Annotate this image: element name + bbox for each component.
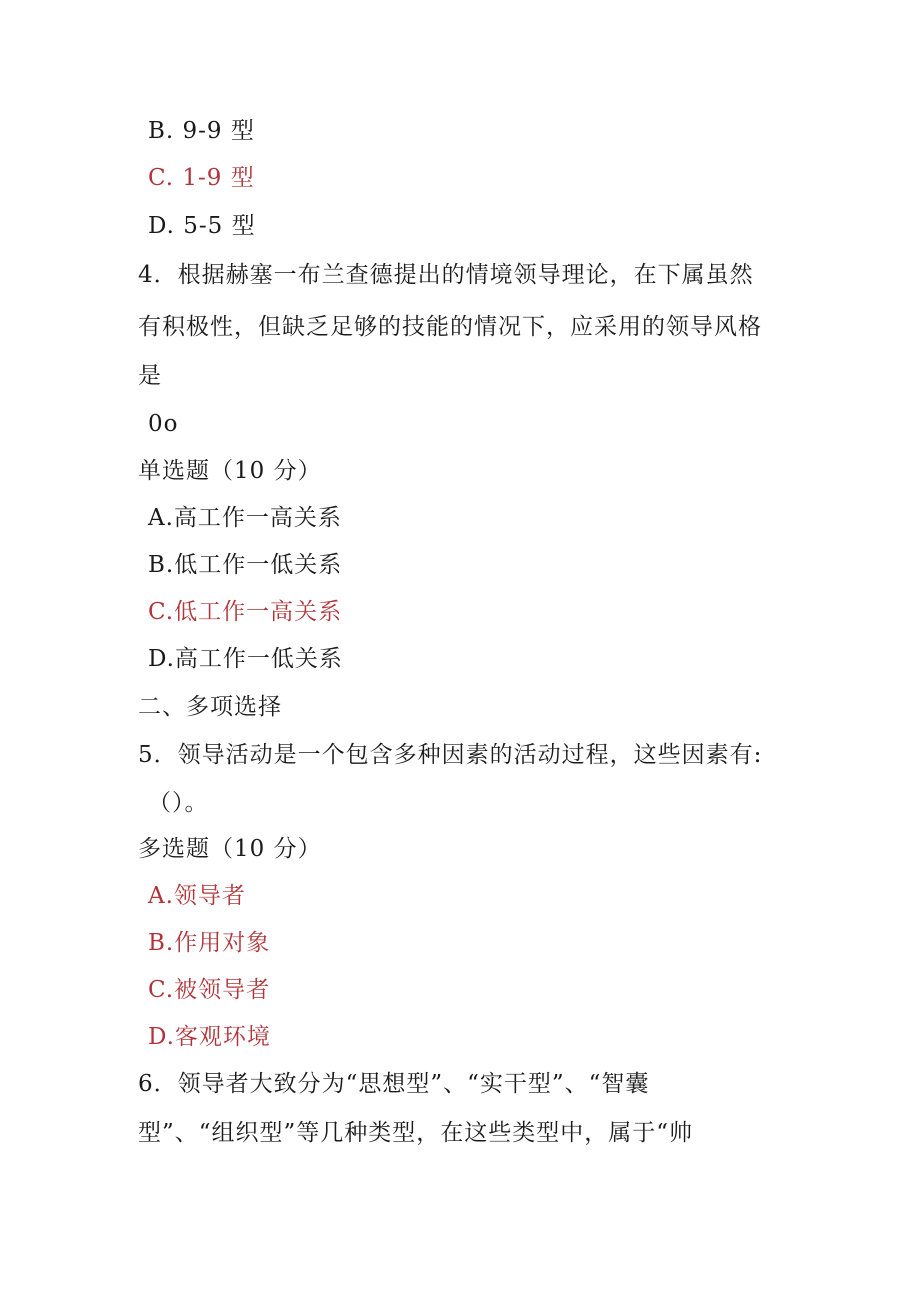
q3-option-d: D. 5-5 型 xyxy=(148,213,256,239)
q5-option-b-answer: B.作用对象 xyxy=(148,930,271,956)
q4-question-line-1: 4．根据赫塞一布兰查德提出的情境领导理论，在下属虽然 xyxy=(138,262,754,288)
q6-question-line-2: 型”、“组织型”等几种类型，在这些类型中，属于“帅 xyxy=(138,1120,694,1146)
q4-question-line-2: 有积极性，但缺乏足够的技能的情况下，应采用的领导风格 xyxy=(138,314,762,340)
q4-question-type: 单选题（10 分） xyxy=(138,458,322,484)
q5-option-c-answer: C.被领导者 xyxy=(148,977,271,1003)
q5-question-line-2: （）。 xyxy=(148,790,209,816)
q6-question-line-1: 6．领导者大致分为“思想型”、“实干型”、“智囊 xyxy=(138,1071,650,1097)
q5-question-line-1: 5．领导活动是一个包含多种因素的活动过程，这些因素有: xyxy=(138,742,763,768)
q3-option-c-answer: C. 1-9 型 xyxy=(148,165,255,191)
q5-option-d-answer: D.客观环境 xyxy=(148,1024,271,1050)
q4-question-line-3: 是 xyxy=(138,363,162,389)
q4-option-b: B.低工作一低关系 xyxy=(148,552,343,578)
q5-question-type: 多选题（10 分） xyxy=(138,836,322,862)
q4-question-line-4: 0o xyxy=(148,411,179,437)
q4-option-a: A.高工作一高关系 xyxy=(148,505,342,531)
q4-option-d: D.高工作一低关系 xyxy=(148,646,343,672)
section-heading: 二、多项选择 xyxy=(138,694,282,720)
q4-option-c-answer: C.低工作一高关系 xyxy=(148,599,343,625)
q3-option-b: B. 9-9 型 xyxy=(148,118,255,144)
q5-option-a-answer: A.领导者 xyxy=(148,883,246,909)
